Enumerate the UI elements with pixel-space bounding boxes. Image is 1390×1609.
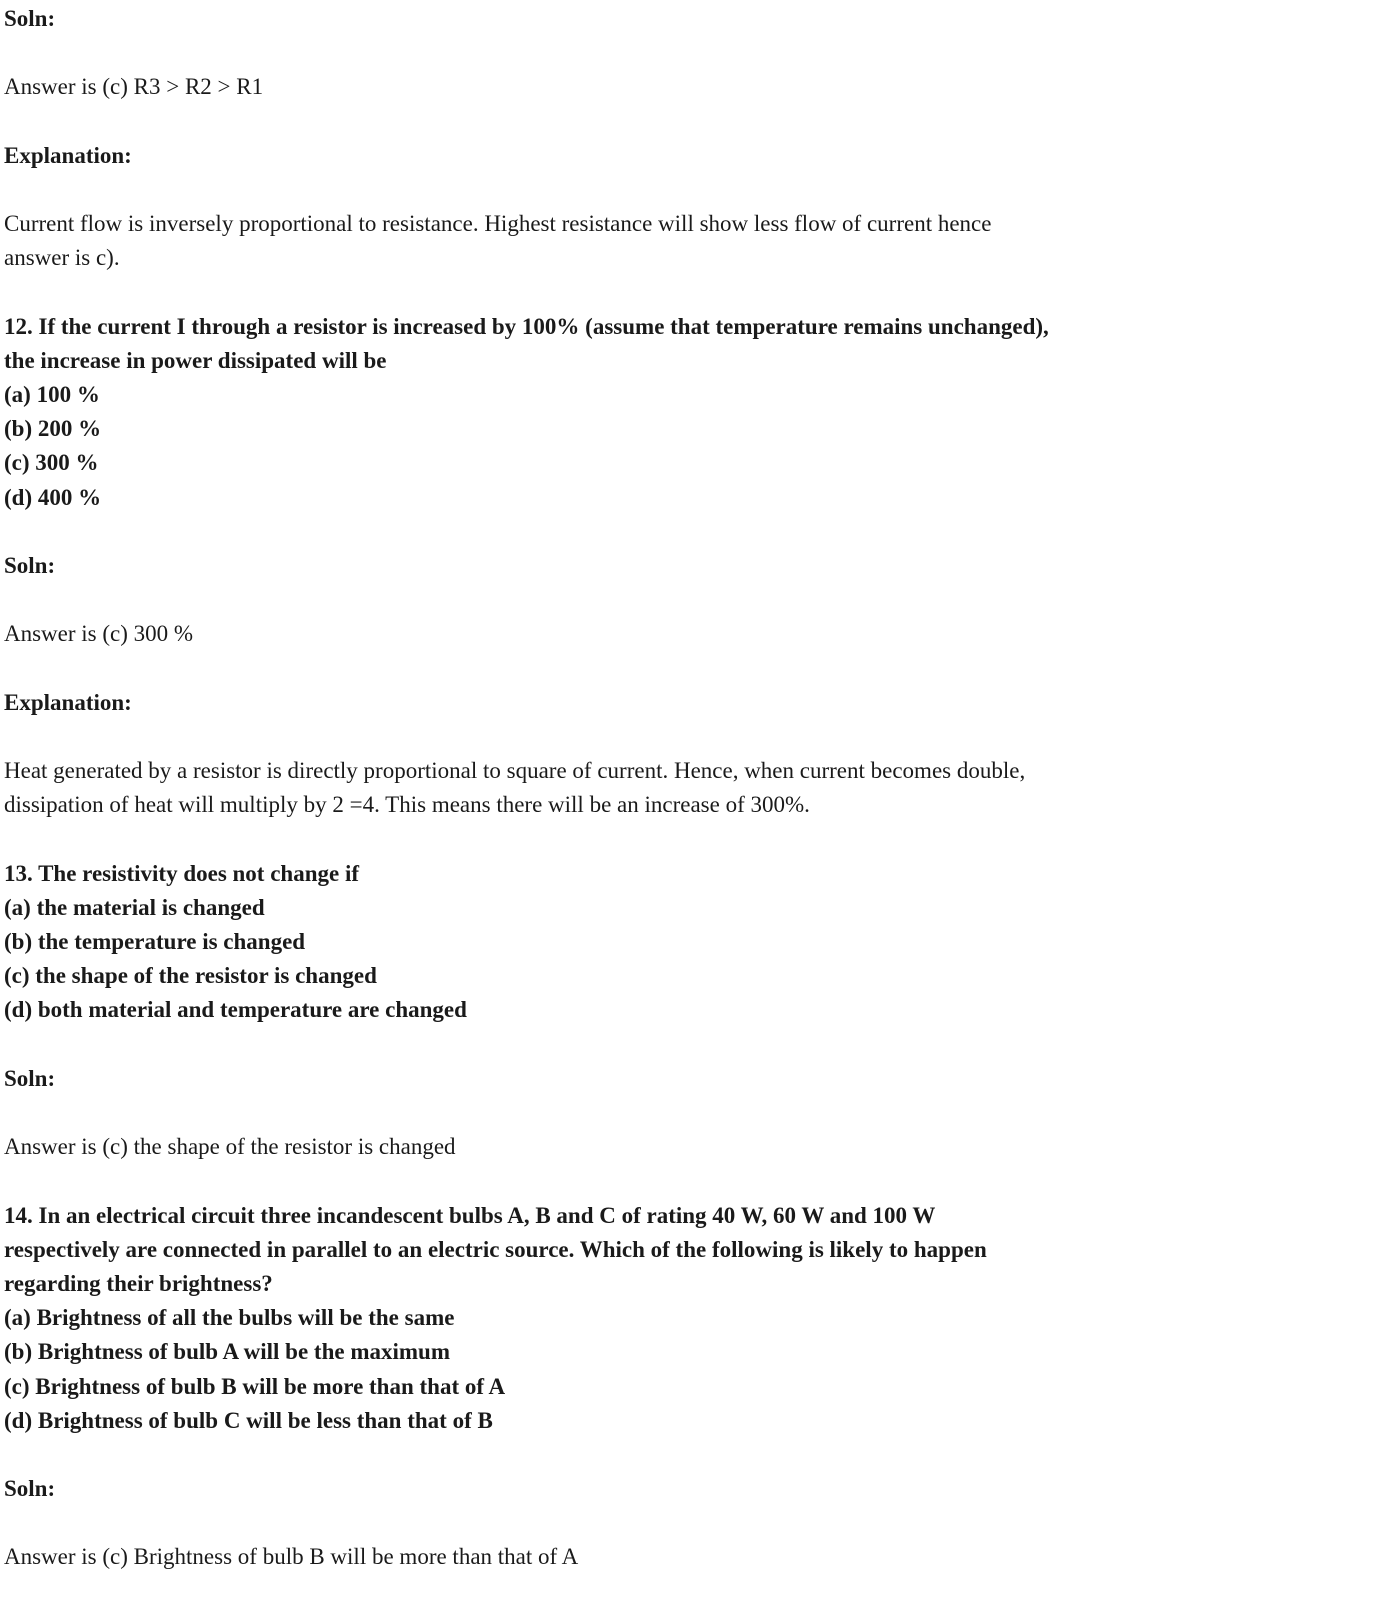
q11-explanation-line: answer is c). (4, 245, 120, 271)
q13-option-a: (a) the material is changed (4, 894, 265, 920)
q12-soln-label: Soln: (4, 553, 56, 578)
q11-answer-text: Answer is (c) R3 > R2 > R1 (4, 74, 264, 100)
spacer (4, 583, 1372, 617)
q14-question-line: respectively are connected in parallel to an electric source. Which of the following is likely to happen (4, 1236, 987, 1262)
q12-question-line: the increase in power dissipated will be (4, 347, 387, 373)
q14-option-b: (b) Brightness of bulb A will be the maximum (4, 1339, 450, 1365)
q14-option-c: (c) Brightness of bulb B will be more than that of A (4, 1373, 506, 1399)
spacer (4, 36, 1372, 70)
q12-option-b: (b) 200 % (4, 416, 102, 442)
spacer (4, 173, 1372, 207)
q12-option-c: (c) 300 % (4, 450, 99, 476)
q14-question-line: regarding their brightness? (4, 1270, 273, 1296)
q13-question-line: 13. The resistivity does not change if (4, 860, 360, 886)
q11-soln-label: Soln: (4, 6, 56, 31)
q12-answer-text: Answer is (c) 300 % (4, 621, 194, 647)
q14-soln-label: Soln: (4, 1476, 56, 1502)
q14-option-d: (d) Brightness of bulb C will be less than that of B (4, 1407, 493, 1433)
spacer (4, 1438, 1372, 1472)
q13-soln-label: Soln: (4, 1065, 56, 1091)
q12-option-d: (d) 400 % (4, 484, 102, 510)
spacer (4, 1506, 1372, 1540)
spacer (4, 515, 1372, 549)
spacer (4, 1028, 1372, 1062)
q13-option-d: (d) both material and temperature are changed (4, 997, 467, 1023)
spacer (4, 823, 1372, 857)
spacer (4, 1096, 1372, 1130)
spacer (4, 652, 1372, 686)
q12-explanation-line: dissipation of heat will multiply by 2 =4. This means there will be an increase of 300%. (4, 792, 810, 818)
q12-option-a: (a) 100 % (4, 382, 100, 408)
q12-question-line: 12. If the current I through a resistor is increased by 100% (assume that temperature remains unchanged), (4, 313, 1049, 339)
q11-explanation-line: Current flow is inversely proportional to resistance. Highest resistance will show less flow of current hence (4, 211, 992, 237)
q13-option-b: (b) the temperature is changed (4, 929, 306, 955)
spacer (4, 105, 1372, 139)
q12-explanation-line: Heat generated by a resistor is directly proportional to square of current. Hence, when current becomes double, (4, 758, 1026, 784)
q13-answer-text: Answer is (c) the shape of the resistor is changed (4, 1134, 456, 1160)
q14-answer-text: Answer is (c) Brightness of bulb B will be more than that of A (4, 1544, 579, 1570)
q14-option-a: (a) Brightness of all the bulbs will be the same (4, 1305, 455, 1331)
q12-explanation-label: Explanation: (4, 689, 132, 715)
spacer (4, 1164, 1372, 1198)
spacer (4, 720, 1372, 754)
spacer (4, 276, 1372, 310)
q11-explanation-label: Explanation: (4, 142, 132, 168)
q13-option-c: (c) the shape of the resistor is changed (4, 963, 377, 989)
q14-question-line: 14. In an electrical circuit three incandescent bulbs A, B and C of rating 40 W, 60 W and 100 W (4, 1202, 936, 1228)
